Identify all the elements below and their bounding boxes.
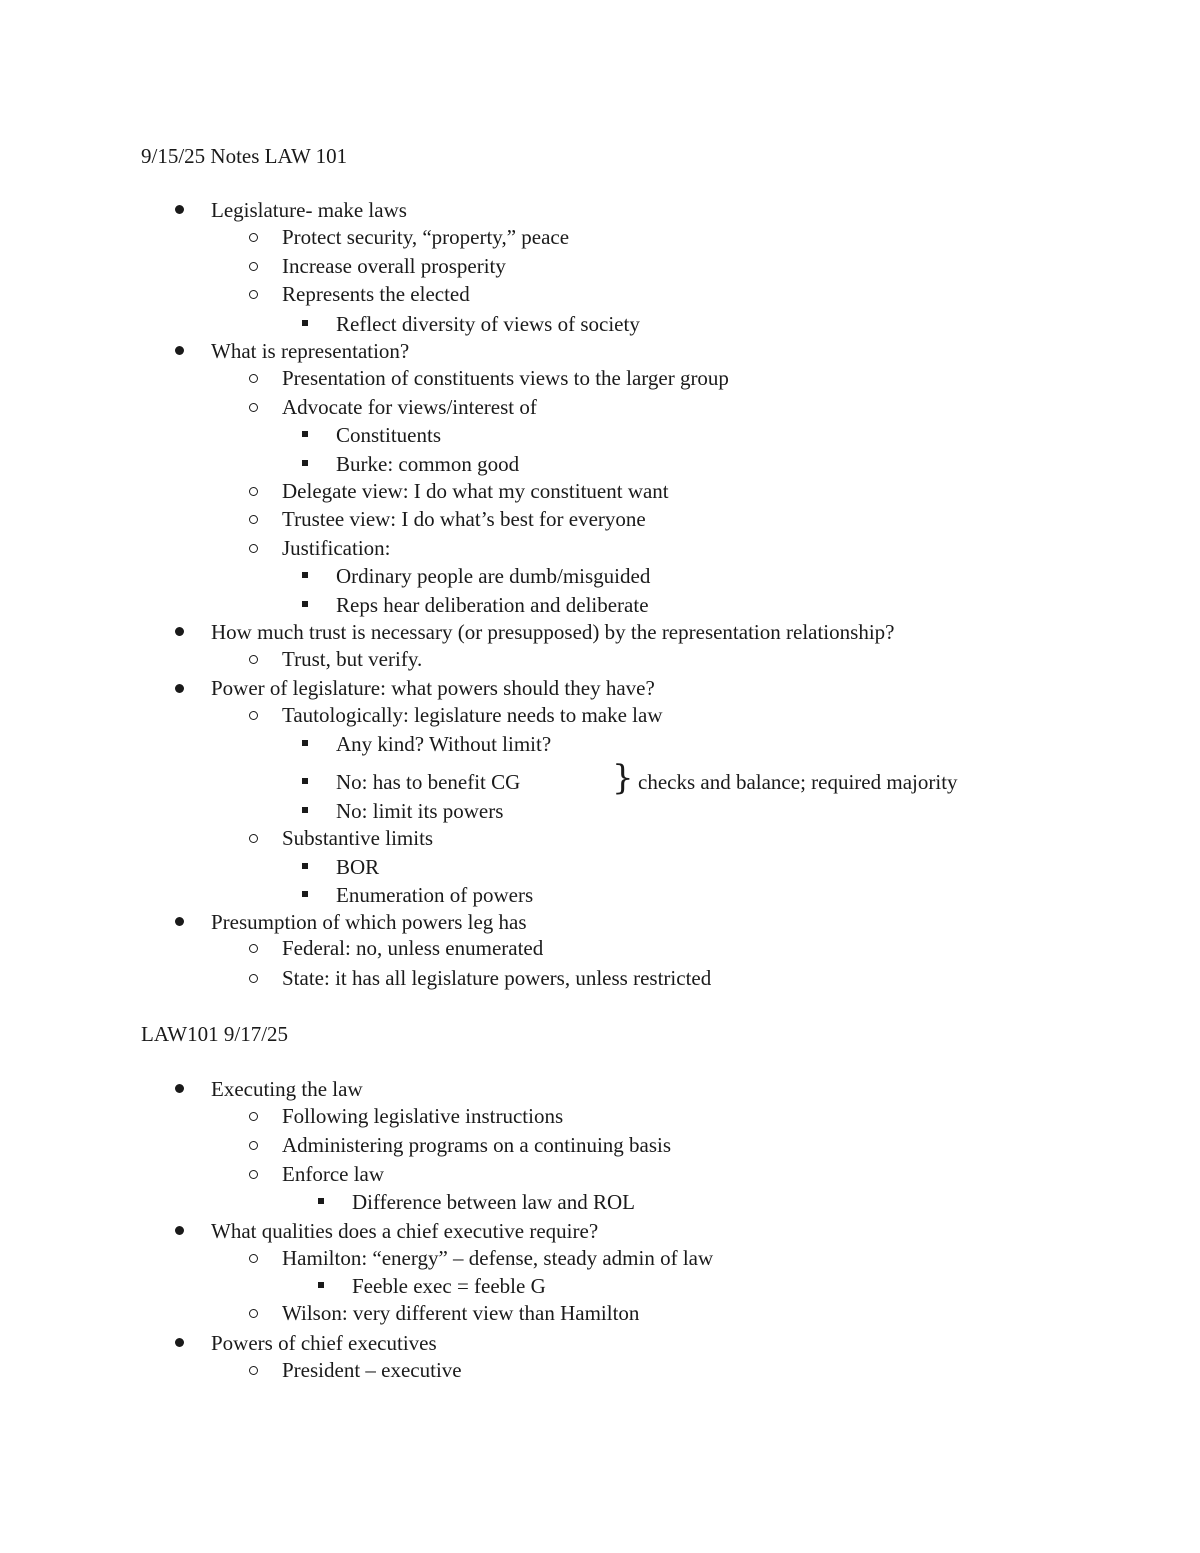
list-item: Protect security, “property,” peace (282, 225, 570, 249)
bullet-circle (249, 1170, 258, 1179)
bullet-circle (249, 233, 258, 242)
bullet-square (302, 601, 308, 607)
bullet-circle (249, 1254, 258, 1263)
bullet-circle (249, 515, 258, 524)
list-item: Legislature- make laws (211, 198, 407, 222)
list-item: BOR (336, 855, 380, 879)
list-item: Represents the elected (282, 282, 470, 306)
bullet-square (318, 1282, 324, 1288)
bullet-disc (175, 1338, 184, 1347)
bullet-circle (249, 262, 258, 271)
bullet-square (318, 1198, 324, 1204)
list-item: Trust, but verify. (282, 647, 423, 671)
list-item: Enumeration of powers (336, 883, 534, 907)
bullet-circle (249, 1366, 258, 1375)
list-item: Substantive limits (282, 826, 434, 850)
list-item: Reflect diversity of views of society (336, 312, 640, 336)
list-item: State: it has all legislature powers, unless restricted (282, 966, 712, 990)
section-heading: LAW101 9/17/25 (141, 1022, 289, 1046)
bullet-square (302, 807, 308, 813)
bullet-circle (249, 544, 258, 553)
list-item: Burke: common good (336, 452, 520, 476)
bullet-circle (249, 655, 258, 664)
bullet-circle (249, 711, 258, 720)
bullet-square (302, 863, 308, 869)
bullet-circle (249, 290, 258, 299)
bullet-circle (249, 403, 258, 412)
list-item: Reps hear deliberation and deliberate (336, 593, 649, 617)
bullet-circle (249, 944, 258, 953)
list-item: Hamilton: “energy” – defense, steady admin of law (282, 1246, 714, 1270)
list-item: Constituents (336, 423, 442, 447)
list-item: Executing the law (211, 1077, 363, 1101)
bullet-disc (175, 346, 184, 355)
list-item: No: has to benefit CG (336, 770, 521, 794)
list-item: Difference between law and ROL (352, 1190, 635, 1214)
bullet-square (302, 320, 308, 326)
list-item: What is representation? (211, 339, 410, 363)
list-item: Ordinary people are dumb/misguided (336, 564, 651, 588)
list-item: Advocate for views/interest of (282, 395, 537, 419)
bullet-circle (249, 1309, 258, 1318)
list-item: What qualities does a chief executive require? (211, 1219, 599, 1243)
list-item: Administering programs on a continuing basis (282, 1133, 672, 1157)
list-item: Presumption of which powers leg has (211, 910, 527, 934)
list-item: No: limit its powers (336, 799, 504, 823)
bullet-disc (175, 627, 184, 636)
list-item: Presentation of constituents views to the larger group (282, 366, 729, 390)
brace-note: checks and balance; required majority (638, 770, 958, 794)
bullet-circle (249, 1112, 258, 1121)
bullet-circle (249, 834, 258, 843)
bullet-square (302, 460, 308, 466)
list-item: Federal: no, unless enumerated (282, 936, 544, 960)
bullet-circle (249, 974, 258, 983)
list-item: Wilson: very different view than Hamilton (282, 1301, 640, 1325)
bullet-square (302, 572, 308, 578)
list-item: Power of legislature: what powers should they have? (211, 676, 655, 700)
bullet-disc (175, 1226, 184, 1235)
list-item: Powers of chief executives (211, 1331, 437, 1355)
list-item: Feeble exec = feeble G (352, 1274, 546, 1298)
bullet-circle (249, 374, 258, 383)
bullet-square (302, 740, 308, 746)
bullet-circle (249, 487, 258, 496)
list-item: President – executive (282, 1358, 462, 1382)
list-item: Following legislative instructions (282, 1104, 564, 1128)
bullet-disc (175, 205, 184, 214)
bullet-circle (249, 1141, 258, 1150)
list-item: Delegate view: I do what my constituent want (282, 479, 669, 503)
bullet-square (302, 431, 308, 437)
bullet-disc (175, 684, 184, 693)
bullet-disc (175, 917, 184, 926)
bullet-disc (175, 1084, 184, 1093)
list-item: Any kind? Without limit? (336, 732, 552, 756)
list-item: Enforce law (282, 1162, 385, 1186)
right-brace: } (612, 758, 634, 798)
list-item: Tautologically: legislature needs to make law (282, 703, 663, 727)
list-item: Justification: (282, 536, 391, 560)
section-heading: 9/15/25 Notes LAW 101 (141, 144, 348, 168)
list-item: How much trust is necessary (or presupposed) by the representation relationship? (211, 620, 895, 644)
bullet-square (302, 778, 308, 784)
bullet-square (302, 891, 308, 897)
list-item: Trustee view: I do what’s best for everyone (282, 507, 646, 531)
list-item: Increase overall prosperity (282, 254, 506, 278)
